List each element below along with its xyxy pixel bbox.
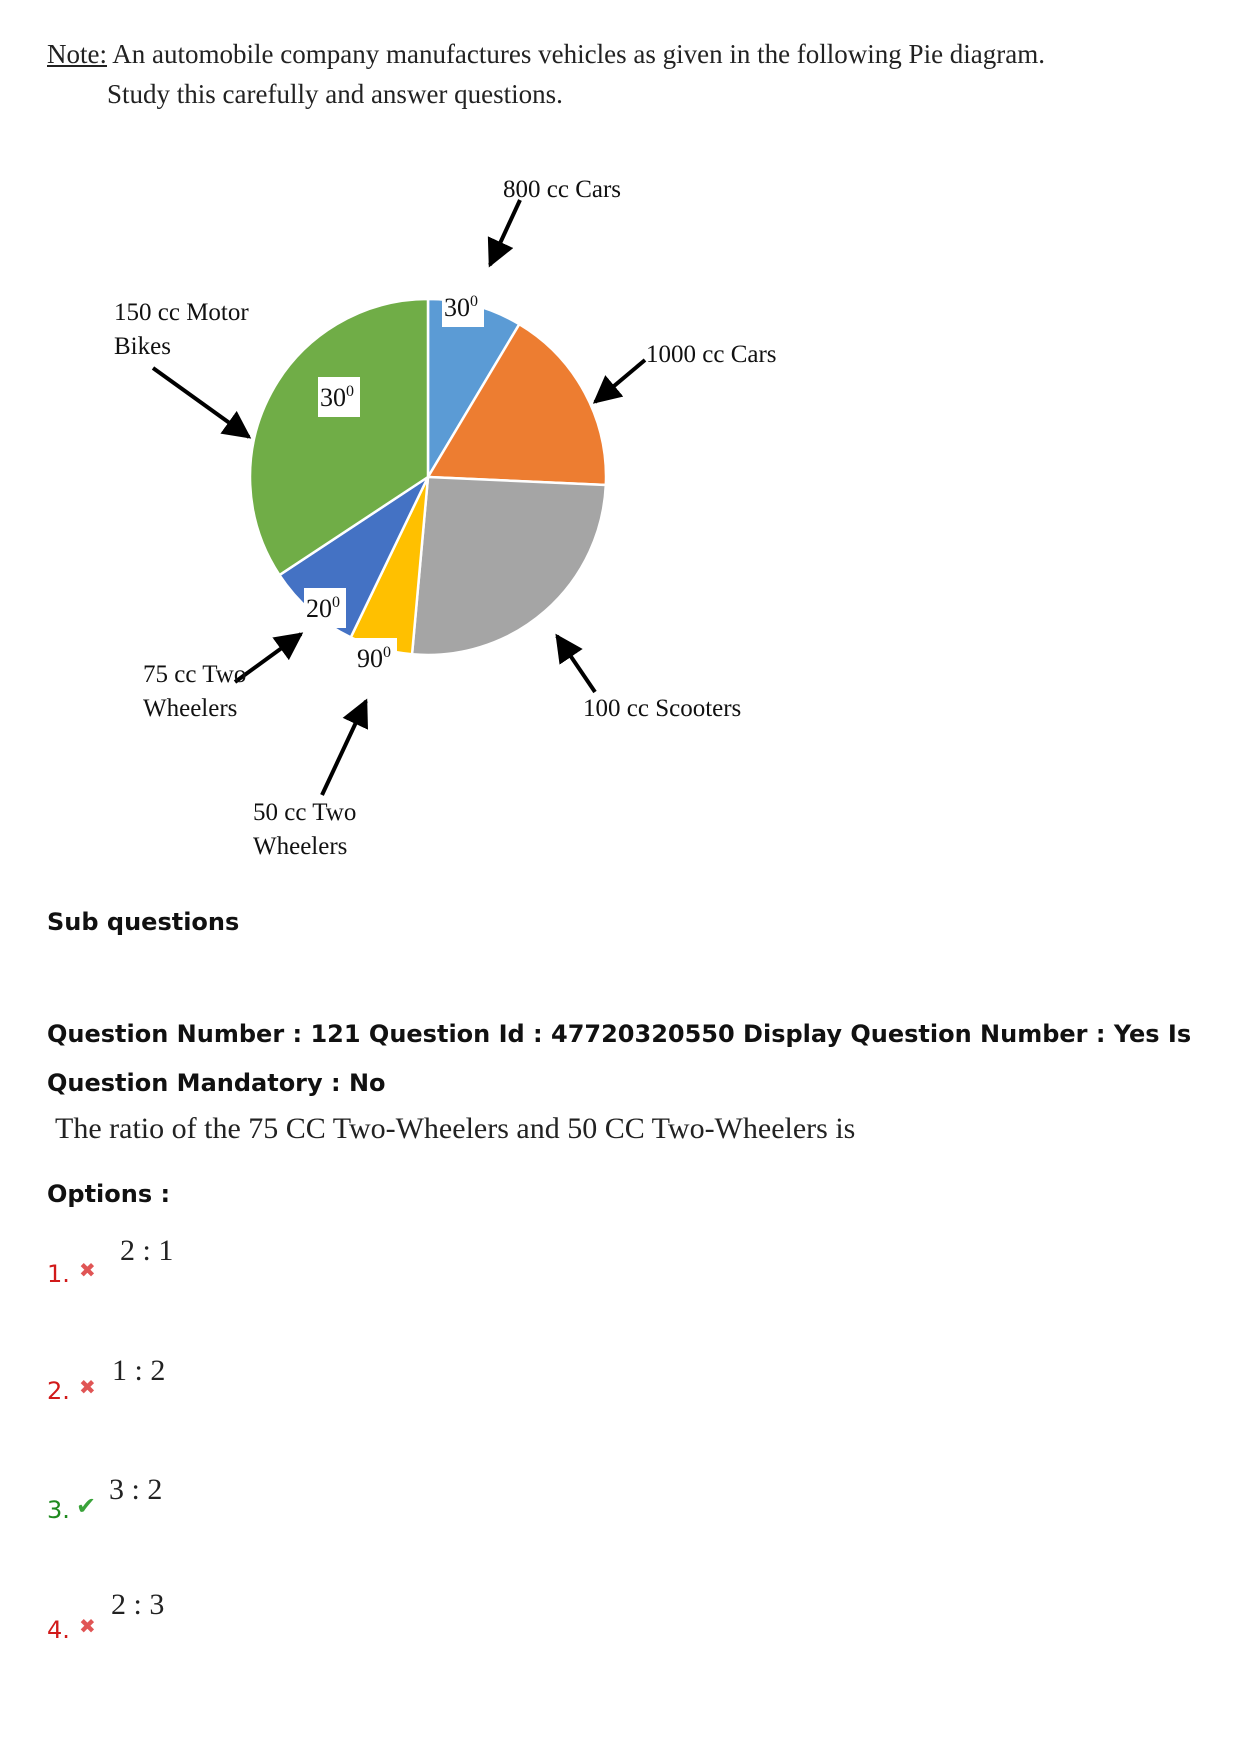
options-title: Options : [47,1180,171,1208]
question-text: The ratio of the 75 CC Two-Wheelers and 50 CC Two-Wheelers is [55,1112,856,1145]
value-label-75-cc-two-wheelers: $30^0$ [320,383,354,412]
callout-arrow [322,701,366,795]
sub-questions-title: Sub questions [47,908,240,936]
note-text-1: An automobile company manufactures vehicles as given in the following Pie diagram. [112,39,1046,69]
value-label-50-cc-two-wheelers: $20^0$ [306,594,340,623]
callout-arrow [153,368,249,437]
option-4-number: 4. [47,1616,70,1644]
value-label-100-cc-scooters: $90^0$ [357,644,391,673]
callout-arrow [490,200,520,265]
value-label-800-cc-cars: $30^0$ [444,293,478,322]
cross-icon: ✖ [79,1258,96,1282]
pie-chart [0,150,1240,870]
option-3-value: 3 : 2 [109,1473,163,1506]
check-icon: ✔ [76,1492,97,1520]
cross-icon: ✖ [79,1614,96,1638]
callout-label: Wheelers [143,695,238,722]
callout-arrow [557,636,595,692]
cross-icon: ✖ [79,1375,96,1399]
callout-label: 1000 cc Cars [646,341,777,368]
callout-label: 800 cc Cars [503,176,622,203]
option-2-value: 1 : 2 [112,1354,166,1387]
callout-label: 75 cc Two [143,661,247,688]
callout-arrow [595,360,645,402]
option-1-number: 1. [47,1260,70,1288]
option-2-number: 2. [47,1377,70,1405]
note [47,34,1047,114]
note-line-2: Study this carefully and answer questions. [107,79,563,109]
callout-label: Bikes [114,333,171,360]
option-1-value: 2 : 1 [120,1234,174,1267]
question-meta: Question Number : 121 Question Id : 47720320550 Display Question Number : Yes Is Question Mandatory : No [47,1020,1192,1097]
pie-slice-100-cc-scooters [412,477,606,655]
callout-label: 100 cc Scooters [583,695,742,722]
callout-label: Wheelers [253,833,348,860]
note-label: Note: [47,39,107,69]
option-3-number: 3. [47,1496,70,1524]
note-line-1 [47,34,1047,74]
option-4-value: 2 : 3 [111,1588,165,1621]
callout-label: 50 cc Two [253,799,357,826]
callout-label: 150 cc Motor [114,299,249,326]
